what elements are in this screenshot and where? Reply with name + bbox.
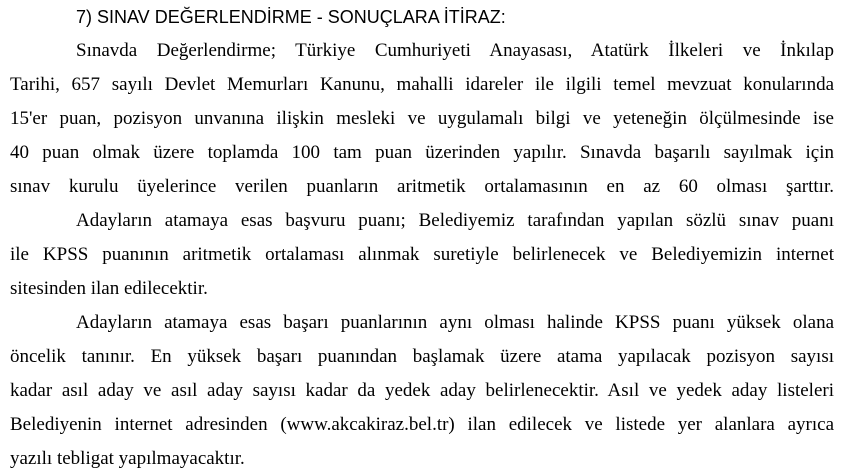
paragraph-application-score — [10, 204, 834, 306]
paragraph-line: Adayların atamaya esas başarı puanlarının aynı olması halinde KPSS puanı yüksek olana — [76, 312, 834, 333]
document-page — [10, 0, 834, 476]
paragraph-line: öncelik tanınır. En yüksek başarı puanından başlamak üzere atama yapılacak pozisyon sayısı — [10, 346, 834, 367]
paragraph-line: Tarihi, 657 sayılı Devlet Memurları Kanunu, mahalli idareler ile ilgili temel mevzuat konularında — [10, 74, 834, 95]
section-heading: 7) SINAV DEĞERLENDİRME - SONUÇLARA İTİRAZ: — [76, 7, 506, 27]
paragraph-line: Belediyenin internet adresinden (www.akcakiraz.bel.tr) ilan edilecek ve listede yer alanlara ayrıca — [10, 414, 834, 435]
paragraph-line: 40 puan olmak üzere toplamda 100 tam puan üzerinden yapılır. Sınavda başarılı sayılmak için — [10, 142, 834, 163]
paragraph-line: Adayların atamaya esas başvuru puanı; Belediyemiz tarafından yapılan sözlü sınav puanı — [76, 210, 834, 231]
paragraph-tie-break — [10, 306, 834, 476]
paragraph-line: 15'er puan, pozisyon unvanına ilişkin mesleki ve uygulamalı bilgi ve yeteneğin ölçülmesinde ise — [10, 108, 834, 129]
paragraph-line: ile KPSS puanının aritmetik ortalaması alınmak suretiyle belirlenecek ve Belediyemizin internet — [10, 244, 834, 265]
paragraph-line: Sınavda Değerlendirme; Türkiye Cumhuriyeti Anayasası, Atatürk İlkeleri ve İnkılap — [76, 40, 834, 61]
paragraph-line: sitesinden ilan edilecektir. — [10, 278, 208, 299]
paragraph-line: kadar asıl aday ve asıl aday sayısı kadar da yedek aday belirlenecektir. Asıl ve yedek aday listeleri — [10, 380, 834, 401]
paragraph-line: sınav kurulu üyelerince verilen puanların aritmetik ortalamasının en az 60 olması şarttır. — [10, 176, 834, 197]
paragraph-evaluation — [10, 34, 834, 204]
paragraph-line: yazılı tebligat yapılmayacaktır. — [10, 448, 245, 469]
